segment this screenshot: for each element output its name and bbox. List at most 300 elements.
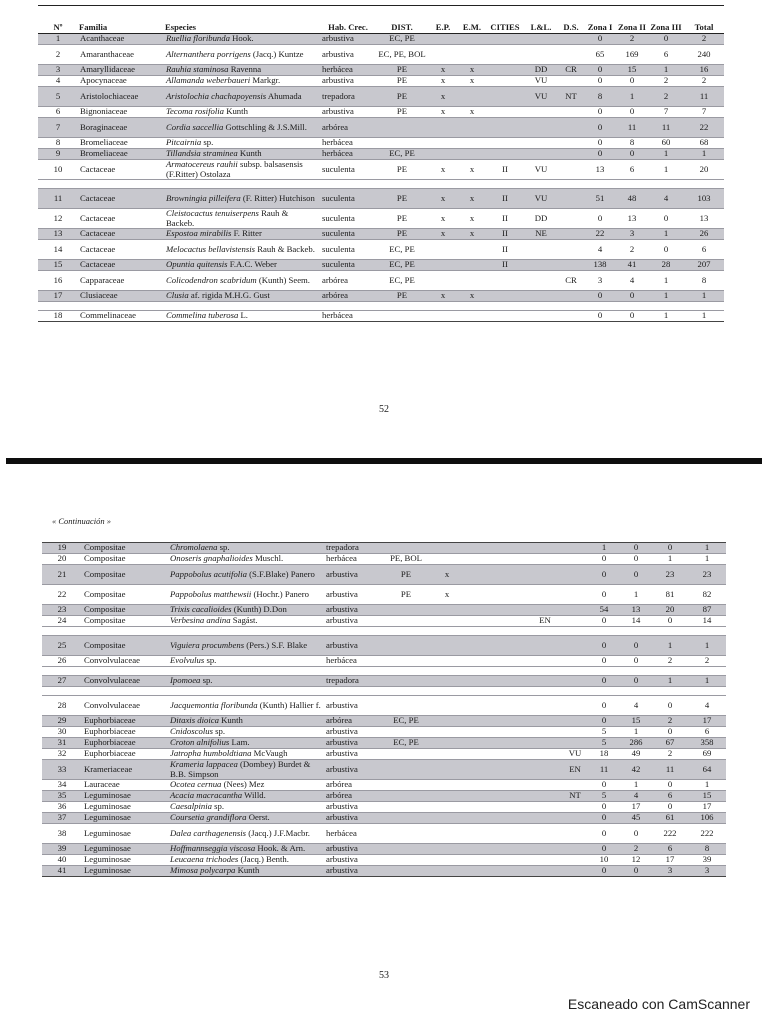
table-row xyxy=(38,45,724,65)
cell-number: 34 xyxy=(57,779,67,790)
cell-ds xyxy=(562,727,588,738)
cell-zona-2: 1 xyxy=(633,588,639,599)
species-name: Coursetia grandiflora xyxy=(170,812,247,823)
cell-ds xyxy=(558,107,584,118)
cell-number: 10 xyxy=(53,163,63,174)
cell-ll: DD xyxy=(524,65,558,76)
cell-ds xyxy=(558,240,584,260)
cell-zona-1: 5 xyxy=(588,791,620,802)
species-authority: F. Ritter xyxy=(231,228,262,239)
cell-dist xyxy=(376,118,428,138)
cell-zona-3: 4 xyxy=(648,189,684,209)
cell-zona-1: 54 xyxy=(588,605,620,616)
cell-ds: CR xyxy=(565,274,577,285)
cell-dist: PE xyxy=(396,106,408,117)
cell-total: 103 xyxy=(684,189,724,209)
table-row xyxy=(42,605,726,616)
cell-cities xyxy=(490,656,528,667)
table-row xyxy=(38,189,724,209)
cell-ds xyxy=(558,76,584,87)
cell-number: 17 xyxy=(38,291,78,302)
cell-zona-2: 0 xyxy=(620,636,652,656)
cell-em: x xyxy=(469,75,475,86)
species-authority: Kunth xyxy=(218,715,243,726)
cell-familia: Cactaceae xyxy=(80,243,116,254)
species-name: Aristolochia chachapoyensis xyxy=(166,90,267,101)
cell-number: 40 xyxy=(57,854,67,865)
cell-ll xyxy=(528,716,562,727)
cell-familia: Amaryllidaceae xyxy=(78,65,164,76)
cell-ep: x xyxy=(428,65,458,76)
cell-ds xyxy=(562,565,588,585)
cell-hab-crec: arbórea xyxy=(326,779,353,790)
cell-zona-3: 28 xyxy=(648,260,684,271)
cell-cities xyxy=(490,780,528,791)
cell-ll: EN xyxy=(539,615,551,626)
cell-ds: NT xyxy=(562,791,588,802)
cell-number: 12 xyxy=(53,212,63,223)
cell-total: 22 xyxy=(684,118,724,138)
cell-ll xyxy=(528,554,562,565)
col-ll-header: L&L. xyxy=(530,22,552,33)
table-row xyxy=(42,585,726,605)
cell-em xyxy=(462,716,490,727)
cell-ll: VU xyxy=(534,163,548,174)
cell-especies xyxy=(168,738,324,749)
cell-total: 207 xyxy=(684,260,724,271)
cell-hab-crec: trepadora xyxy=(324,676,380,687)
cell-zona-2: 41 xyxy=(616,260,648,271)
table-row xyxy=(42,866,726,877)
cell-especies xyxy=(168,749,324,760)
cell-zona-2: 4 xyxy=(620,791,652,802)
cell-em: x xyxy=(469,212,475,223)
species-name: Tillandsia straminea xyxy=(166,148,238,159)
cell-ep xyxy=(432,616,462,627)
table-row xyxy=(38,271,724,291)
cell-em xyxy=(462,760,490,780)
cell-ds xyxy=(558,149,584,160)
species-authority: Oerst. xyxy=(246,812,270,823)
cell-number: 6 xyxy=(55,106,61,117)
species-authority: Muschl. xyxy=(252,553,284,564)
cell-dist xyxy=(380,844,432,855)
table-row xyxy=(42,844,726,855)
cell-em xyxy=(462,749,490,760)
cell-familia: Leguminosae xyxy=(84,854,131,865)
cell-familia: Leguminosae xyxy=(82,813,168,824)
cell-zona-3: 1 xyxy=(648,291,684,302)
cell-total: 6 xyxy=(701,243,707,254)
cell-ds xyxy=(562,636,588,656)
cell-ll xyxy=(528,844,562,855)
cell-familia: Leguminosae xyxy=(84,801,131,812)
species-name: Tecoma rosifolia xyxy=(166,106,225,117)
cell-ds xyxy=(558,45,584,65)
cell-zona-2: 169 xyxy=(625,48,639,59)
cell-hab-crec: arbustiva xyxy=(320,34,376,45)
cell-em xyxy=(458,271,486,291)
cell-especies xyxy=(164,65,320,76)
cell-hab-crec: arbustiva xyxy=(326,726,358,737)
cell-number: 4 xyxy=(55,75,61,86)
cell-zona-2: 4 xyxy=(629,274,635,285)
cell-zona-1: 10 xyxy=(599,854,609,865)
cell-ll xyxy=(524,118,558,138)
cell-zona-3: 1 xyxy=(667,553,673,564)
cell-zona-1: 13 xyxy=(595,163,605,174)
cell-zona-2: 0 xyxy=(620,676,652,687)
cell-zona-2: 48 xyxy=(616,189,648,209)
cell-familia: Compositae xyxy=(84,588,126,599)
cell-ll xyxy=(524,271,558,291)
cell-dist: EC, PE xyxy=(380,716,432,727)
species-name: Trixis cacalioides xyxy=(170,604,232,615)
cell-em: x xyxy=(458,291,486,302)
cell-zona-2: 1 xyxy=(616,87,648,107)
cell-zona-1: 0 xyxy=(601,801,607,812)
cell-familia: Compositae xyxy=(82,636,168,656)
cell-cities xyxy=(486,271,524,291)
cell-dist: PE xyxy=(376,65,428,76)
cell-familia: Euphorbiaceae xyxy=(84,748,136,759)
cell-familia: Bromeliaceae xyxy=(80,137,128,148)
species-authority: (Kunth) D.Don xyxy=(231,604,287,615)
cell-familia: Amaranthaceae xyxy=(80,48,135,59)
cell-number: 36 xyxy=(57,801,67,812)
species-authority: Rauh & Backeb. xyxy=(166,208,289,228)
cell-number: 31 xyxy=(42,738,82,749)
cell-zona-1: 0 xyxy=(584,65,616,76)
species-name: Cordia saccellia xyxy=(166,121,224,132)
cell-familia: Bignoniaceae xyxy=(80,106,128,117)
cell-especies xyxy=(168,656,324,667)
species-name: Jacquemontia floribunda xyxy=(170,699,258,710)
cell-total: 2 xyxy=(684,34,724,45)
cell-number: 14 xyxy=(53,243,63,254)
cell-number: 25 xyxy=(42,636,82,656)
cell-em xyxy=(462,554,490,565)
cell-zona-1: 0 xyxy=(584,291,616,302)
cell-total: 358 xyxy=(688,738,726,749)
table-row xyxy=(38,311,724,322)
cell-total: 1 xyxy=(704,553,710,564)
cell-zona-1: 18 xyxy=(599,748,609,759)
cell-total: 13 xyxy=(699,212,709,223)
cell-dist xyxy=(380,866,432,877)
cell-dist: EC, PE xyxy=(376,149,428,160)
cell-zona-2: 1 xyxy=(633,726,639,737)
cell-ep: x xyxy=(428,189,458,209)
cell-hab-crec: arbórea xyxy=(320,291,376,302)
species-name: Pappobolus acutifolia xyxy=(170,568,247,579)
cell-familia: Cactaceae xyxy=(78,260,164,271)
cell-cities: II xyxy=(502,212,508,223)
cell-hab-crec: suculenta xyxy=(322,163,355,174)
cell-cities xyxy=(486,118,524,138)
cell-familia: Convolvulaceae xyxy=(82,676,168,687)
cell-zona-2: 0 xyxy=(629,106,635,117)
cell-number: 38 xyxy=(57,827,67,838)
cell-ds xyxy=(562,554,588,565)
species-authority: Ravenna xyxy=(228,64,262,75)
species-name: Mimosa polycarpa xyxy=(170,865,236,876)
species-authority: sp. xyxy=(204,655,217,666)
col-zona-1-header: Zona I xyxy=(587,22,613,33)
cell-hab-crec: arbustiva xyxy=(324,813,380,824)
cell-cities xyxy=(490,585,528,605)
cell-zona-1: 4 xyxy=(597,243,603,254)
cell-ds xyxy=(558,209,584,229)
cell-ep xyxy=(428,311,458,322)
cell-hab-crec: herbácea xyxy=(322,137,353,148)
cell-zona-2: 286 xyxy=(620,738,652,749)
cell-ep xyxy=(428,138,458,149)
cell-hab-crec: arbustiva xyxy=(324,738,380,749)
cell-cities xyxy=(490,605,528,616)
cell-ep xyxy=(432,727,462,738)
cell-hab-crec: arbustiva xyxy=(326,699,358,710)
cell-total: 2 xyxy=(701,75,707,86)
species-name: Cnidoscolus xyxy=(170,726,213,737)
cell-zona-2: 49 xyxy=(631,748,641,759)
cell-number: 33 xyxy=(42,760,82,780)
cell-zona-3: 0 xyxy=(667,801,673,812)
cell-cities xyxy=(486,65,524,76)
cell-total: 8 xyxy=(701,274,707,285)
table-row xyxy=(42,636,726,656)
cell-zona-1: 0 xyxy=(597,310,603,321)
species-name: Cleistocactus tenuiserpens xyxy=(166,208,259,219)
species-authority: (Nees) Mez xyxy=(221,779,265,790)
cell-especies xyxy=(164,260,320,271)
cell-zona-1: 0 xyxy=(601,615,607,626)
cell-zona-3: 1 xyxy=(648,65,684,76)
cell-ds xyxy=(562,716,588,727)
table-row xyxy=(42,616,726,627)
cell-zona-2: 0 xyxy=(633,827,639,838)
cell-em xyxy=(462,585,490,605)
cell-cities xyxy=(486,107,524,118)
species-name: Ruellia floribunda xyxy=(166,33,230,44)
cell-total: 8 xyxy=(688,844,726,855)
cell-ep: x xyxy=(432,565,462,585)
cell-cities xyxy=(486,76,524,87)
cell-familia: Clusiaceae xyxy=(78,291,164,302)
cell-familia: Cactaceae xyxy=(80,163,116,174)
cell-hab-crec: arbórea xyxy=(324,791,380,802)
cell-especies xyxy=(164,118,320,138)
cell-ll xyxy=(528,605,562,616)
cell-hab-crec: arbórea xyxy=(322,274,349,285)
spacer-cell xyxy=(38,180,724,189)
cell-ep: x xyxy=(440,212,446,223)
cell-ll xyxy=(528,738,562,749)
cell-zona-1: 51 xyxy=(584,189,616,209)
cell-zona-3: 0 xyxy=(667,779,673,790)
cell-cities xyxy=(490,749,528,760)
cell-em xyxy=(462,676,490,687)
cell-zona-1: 5 xyxy=(588,738,620,749)
cell-number: 23 xyxy=(42,605,82,616)
cell-hab-crec: arbustiva xyxy=(324,605,380,616)
cell-em xyxy=(462,813,490,824)
cell-ep xyxy=(432,780,462,791)
col-em-header: E.M. xyxy=(462,22,482,33)
table-row xyxy=(38,76,724,87)
cell-zona-3: 0 xyxy=(667,699,673,710)
cell-zona-1: 0 xyxy=(601,699,607,710)
cell-ep: x xyxy=(440,106,446,117)
cell-ep xyxy=(432,676,462,687)
table-row xyxy=(42,676,726,687)
cell-especies xyxy=(168,824,324,844)
table-row xyxy=(38,65,724,76)
species-name: Acacia macracantha xyxy=(170,790,243,801)
col-hab-crec-header: Hab. Crec. xyxy=(328,22,368,33)
cell-ll: DD xyxy=(534,212,548,223)
cell-ll xyxy=(528,565,562,585)
cell-zona-3: 2 xyxy=(648,87,684,107)
cell-cities xyxy=(490,616,528,627)
cell-zona-3: 1 xyxy=(648,229,684,240)
cell-dist xyxy=(380,824,432,844)
cell-number: 3 xyxy=(38,65,78,76)
cell-zona-1: 0 xyxy=(597,212,603,223)
cell-ds xyxy=(558,189,584,209)
species-authority: (Jacq.) Benth. xyxy=(238,854,289,865)
cell-em xyxy=(462,605,490,616)
cell-cities xyxy=(490,844,528,855)
cell-hab-crec: herbácea xyxy=(320,65,376,76)
cell-especies xyxy=(164,138,320,149)
cell-ll xyxy=(528,656,562,667)
cell-zona-1: 0 xyxy=(601,588,607,599)
cell-zona-1: 0 xyxy=(588,676,620,687)
cell-zona-3: 61 xyxy=(652,813,688,824)
cell-dist xyxy=(380,855,432,866)
species-authority: McVaugh xyxy=(251,748,288,759)
col-ep-header: E.P. xyxy=(435,22,451,33)
cell-zona-2: 2 xyxy=(616,34,648,45)
cell-ll xyxy=(528,855,562,866)
cell-ll xyxy=(524,45,558,65)
species-name: Ocotea cernua xyxy=(170,779,222,790)
species-name: Jatropha humboldtiana xyxy=(170,748,252,759)
cell-familia: Compositae xyxy=(82,543,168,554)
cell-familia: Cactaceae xyxy=(80,212,116,223)
cell-total: 87 xyxy=(688,605,726,616)
species-name: Verbesina andina xyxy=(170,615,231,626)
cell-ds xyxy=(562,738,588,749)
cell-ll xyxy=(528,866,562,877)
cell-number: 20 xyxy=(57,553,67,564)
cell-cities xyxy=(490,636,528,656)
cell-especies xyxy=(168,844,324,855)
cell-number: 5 xyxy=(38,87,78,107)
species-authority: Kunth xyxy=(237,148,262,159)
cell-hab-crec: herbácea xyxy=(326,553,357,564)
cell-especies xyxy=(168,727,324,738)
cell-zona-3: 0 xyxy=(652,543,688,554)
cell-em xyxy=(458,34,486,45)
species-authority: sp. xyxy=(212,801,225,812)
cell-hab-crec: herbácea xyxy=(326,827,357,838)
cell-especies xyxy=(164,271,320,291)
cell-em xyxy=(462,696,490,716)
cell-total: 1 xyxy=(684,291,724,302)
cell-especies xyxy=(164,107,320,118)
cell-number: 24 xyxy=(57,615,67,626)
cell-number: 35 xyxy=(42,791,82,802)
col-zona-2-header: Zona II xyxy=(618,22,646,33)
cell-zona-3: 2 xyxy=(652,716,688,727)
cell-especies xyxy=(164,240,320,260)
cell-total: 3 xyxy=(688,866,726,877)
cell-total: 7 xyxy=(701,106,707,117)
species-name: Allamanda weberbaueri xyxy=(166,75,251,86)
cell-total: 17 xyxy=(688,716,726,727)
table-row xyxy=(38,260,724,271)
cell-em xyxy=(458,240,486,260)
cell-dist xyxy=(380,656,432,667)
cell-especies xyxy=(164,229,320,240)
cell-hab-crec: arbustiva xyxy=(326,801,358,812)
cell-hab-crec: arbustiva xyxy=(322,48,354,59)
cell-familia: Compositae xyxy=(84,553,126,564)
cell-zona-1: 0 xyxy=(588,866,620,877)
cell-cities xyxy=(490,543,528,554)
cell-hab-crec: trepadora xyxy=(320,87,376,107)
species-authority: Willd. xyxy=(242,790,266,801)
cell-cities xyxy=(490,727,528,738)
cell-total: 68 xyxy=(699,137,709,148)
cell-hab-crec: arbustiva xyxy=(326,588,358,599)
cell-ep xyxy=(432,605,462,616)
cell-em xyxy=(462,636,490,656)
cell-number: 39 xyxy=(42,844,82,855)
cell-dist: PE xyxy=(396,163,408,174)
cell-zona-1: 0 xyxy=(584,118,616,138)
cell-ll xyxy=(528,824,562,844)
species-name: Caesalpinia xyxy=(170,801,212,812)
cell-familia: Aristolochiaceae xyxy=(78,87,164,107)
col-especies-header: Especies xyxy=(165,22,197,33)
cell-ll xyxy=(528,676,562,687)
cell-dist: EC, PE xyxy=(389,243,415,254)
species-name: Onoseris gnaphalioides xyxy=(170,553,253,564)
cell-cities xyxy=(486,311,524,322)
cell-familia: Cactaceae xyxy=(78,189,164,209)
cell-cities xyxy=(490,791,528,802)
table-row xyxy=(42,738,726,749)
cell-ds xyxy=(558,291,584,302)
cell-hab-crec: arbórea xyxy=(320,118,376,138)
row-spacer xyxy=(38,302,724,311)
cell-familia: Boraginaceae xyxy=(78,118,164,138)
cell-ll: VU xyxy=(524,189,558,209)
page-52 xyxy=(0,0,768,455)
species-name: Croton alnifolius xyxy=(170,737,230,748)
table-row xyxy=(42,543,726,554)
species-name: Pitcairnia xyxy=(166,137,202,148)
cell-zona-1: 0 xyxy=(588,844,620,855)
cell-zona-3: 2 xyxy=(667,655,673,666)
cell-ll xyxy=(524,107,558,118)
cell-ep xyxy=(428,260,458,271)
cell-zona-1: 0 xyxy=(601,553,607,564)
table-row xyxy=(42,813,726,824)
